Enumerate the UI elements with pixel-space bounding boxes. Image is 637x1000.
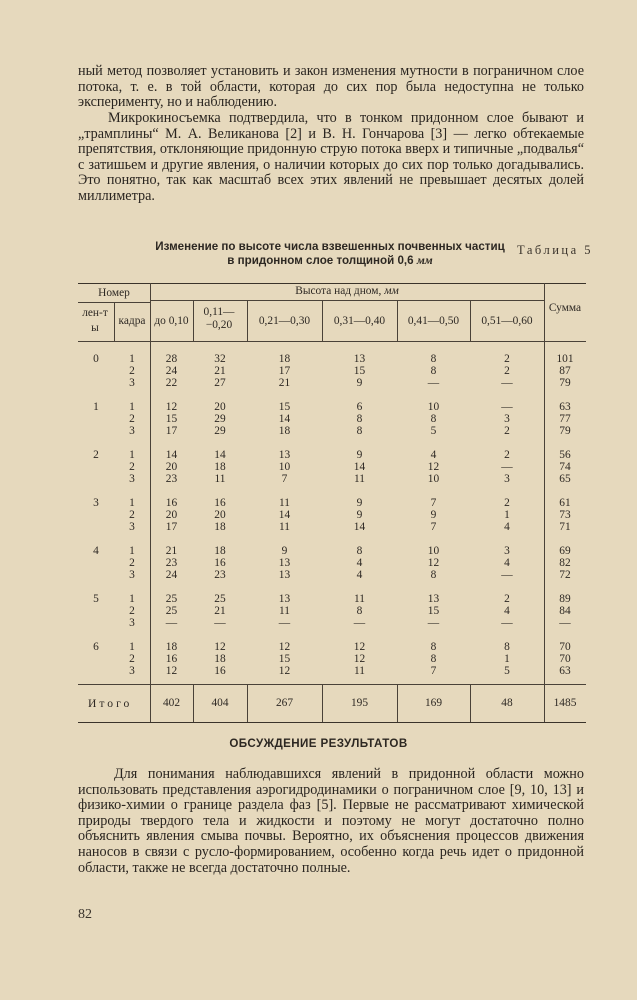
value-cell: 2 — [504, 593, 510, 605]
value-cell: — — [427, 377, 440, 390]
value-cell: 11 — [279, 521, 290, 534]
value-cell: 11 — [279, 605, 290, 618]
frame-number-cell: 2 — [129, 413, 135, 426]
value-cell: 12 — [165, 401, 178, 413]
tape-number-cell: 0 — [93, 353, 99, 365]
header-nomer: Номер — [98, 287, 130, 299]
header-range: 0,11—−0,20 — [203, 306, 235, 331]
value-cell: — — [501, 377, 513, 390]
value-cell: 24 — [165, 569, 178, 582]
total-cell: 402 — [162, 697, 181, 709]
frame-number-cell: 1 — [129, 641, 135, 653]
value-cell: 11 — [354, 593, 365, 605]
value-cell: 18 — [278, 353, 291, 365]
frame-number-cell: 3 — [129, 521, 135, 534]
value-cell: 20 — [214, 509, 226, 522]
value-cell: 14 — [353, 461, 366, 474]
frame-number-cell: 1 — [129, 593, 135, 605]
value-cell: 12 — [353, 641, 366, 653]
value-cell: 18 — [278, 425, 291, 438]
value-cell: 12 — [427, 557, 440, 570]
value-cell: 7 — [430, 521, 437, 534]
header-range: 0,51—0,60 — [481, 315, 533, 327]
table-bottom-rule — [78, 722, 586, 723]
sum-cell: 82 — [559, 557, 571, 570]
value-cell: 14 — [278, 413, 291, 426]
sum-cell: — — [559, 617, 571, 630]
sum-cell: 73 — [559, 509, 571, 522]
frame-number-cell: 2 — [129, 509, 135, 522]
value-cell: 14 — [165, 449, 178, 461]
sum-cell: 70 — [559, 653, 571, 666]
value-cell: 16 — [165, 497, 178, 509]
total-cell: 404 — [211, 697, 229, 709]
value-cell: 15 — [165, 413, 178, 426]
total-label: Итого — [88, 697, 133, 710]
tape-number-cell: 5 — [93, 593, 99, 605]
value-cell: 10 — [278, 461, 291, 474]
value-cell: 11 — [279, 497, 290, 509]
value-cell: 23 — [165, 473, 178, 486]
value-cell: 17 — [165, 521, 178, 534]
header-divider-height — [150, 300, 544, 301]
value-cell: — — [501, 461, 513, 474]
value-cell: 6 — [356, 401, 363, 413]
frame-number-cell: 3 — [129, 665, 135, 678]
value-cell: 8 — [430, 365, 437, 378]
sum-cell: 70 — [559, 641, 571, 653]
total-sum-cell: 1485 — [553, 697, 577, 709]
value-cell: 2 — [504, 449, 510, 461]
sum-cell: 63 — [559, 665, 571, 678]
value-cell: 12 — [353, 653, 366, 666]
value-cell: 29 — [214, 425, 226, 438]
frame-number-cell: 2 — [129, 605, 135, 618]
table-caption — [120, 240, 540, 268]
value-cell: 14 — [278, 509, 291, 522]
table-caption-line2-text: в придонном слое толщиной 0,6 — [227, 254, 417, 267]
value-cell: 20 — [165, 509, 178, 522]
section-heading: ОБСУЖДЕНИЕ РЕЗУЛЬТАТОВ — [229, 737, 408, 750]
value-cell: 18 — [214, 521, 226, 534]
sum-cell: 74 — [559, 461, 571, 474]
value-cell: 3 — [504, 545, 510, 557]
value-cell: 28 — [165, 353, 178, 365]
frame-number-cell: 1 — [129, 545, 135, 557]
frame-number-cell: 3 — [129, 377, 135, 390]
value-cell: 8 — [430, 569, 437, 582]
header-lenty: лен-ты — [82, 307, 108, 334]
sum-cell: 87 — [559, 365, 571, 378]
value-cell: 16 — [214, 557, 226, 570]
value-cell: 22 — [165, 377, 178, 390]
value-cell: 21 — [165, 545, 178, 557]
tape-number-cell: 2 — [93, 449, 99, 461]
value-cell: 18 — [214, 461, 226, 474]
value-cell: 8 — [430, 653, 437, 666]
tape-number-cell: 3 — [93, 497, 99, 509]
value-cell: 8 — [504, 641, 510, 653]
value-cell: 13 — [278, 569, 291, 582]
header-height-unit: мм — [384, 285, 399, 297]
value-cell: 12 — [427, 461, 440, 474]
value-cell: — — [165, 617, 178, 630]
page-number: 82 — [78, 907, 92, 922]
frame-number-cell: 1 — [129, 353, 135, 365]
sum-cell: 79 — [559, 425, 571, 438]
value-cell: 15 — [278, 653, 291, 666]
total-cell: 267 — [275, 697, 294, 709]
value-cell: 12 — [278, 641, 291, 653]
value-cell: 32 — [214, 353, 226, 365]
value-cell: 8 — [430, 641, 437, 653]
value-cell: 4 — [504, 557, 510, 570]
value-cell: 14 — [214, 449, 226, 461]
total-cell: 48 — [501, 697, 513, 709]
value-cell: 13 — [427, 593, 440, 605]
frame-number-cell: 3 — [129, 617, 135, 630]
value-cell: 2 — [504, 365, 510, 378]
value-cell: 10 — [427, 401, 440, 413]
value-cell: 27 — [214, 377, 226, 390]
value-cell: 16 — [214, 497, 226, 509]
value-cell: 3 — [504, 473, 510, 486]
sum-cell: 101 — [556, 353, 574, 365]
value-cell: — — [353, 617, 366, 630]
value-cell: 4 — [504, 605, 510, 618]
header-height-group-text: Высота над дном, — [295, 285, 385, 297]
value-cell: 18 — [214, 653, 226, 666]
table-number: Таблица 5 — [517, 243, 593, 257]
value-cell: 25 — [165, 605, 178, 618]
value-cell: — — [501, 569, 513, 582]
value-cell: 5 — [430, 425, 437, 438]
value-cell: — — [278, 617, 291, 630]
paragraph-microfilming: Микрокиносъемка подтвердила, что в тонком придонном слое бывают и „трамплины“ М. А. Великанова [2] и В. Н. Гончарова [3] — легко обтекаемые препятствия, отклоняющие придонную струю потока вверх и типичные „подвалья“ с затишьем и другие явления, о наличии которых до сих пор только догадывались. Это понятно, так как масштаб всех этих явлений не превышает десятых долей миллиметра. — [78, 110, 584, 204]
tape-number-cell: 6 — [93, 641, 99, 653]
value-cell: 20 — [214, 401, 226, 413]
value-cell: 25 — [214, 593, 226, 605]
value-cell: 9 — [356, 497, 363, 509]
value-cell: 18 — [165, 641, 178, 653]
sum-cell: 89 — [559, 593, 571, 605]
value-cell: 10 — [427, 545, 440, 557]
value-cell: 2 — [504, 353, 510, 365]
value-cell: 4 — [356, 557, 363, 570]
value-cell: 23 — [165, 557, 178, 570]
frame-number-cell: 3 — [129, 425, 135, 438]
tape-number-cell: 4 — [93, 545, 99, 557]
value-cell: 7 — [430, 497, 437, 509]
value-cell: 8 — [430, 413, 437, 426]
col-divider — [193, 300, 194, 341]
sum-cell: 69 — [559, 545, 571, 557]
value-cell: 11 — [354, 665, 365, 678]
value-cell: 4 — [504, 521, 510, 534]
frame-number-cell: 2 — [129, 461, 135, 474]
value-cell: 17 — [165, 425, 178, 438]
table-caption-line1: Изменение по высоте числа взвешенных почвенных частиц — [155, 240, 505, 253]
value-cell: 8 — [356, 545, 363, 557]
header-range: 0,21—0,30 — [258, 315, 311, 327]
value-cell: 21 — [214, 365, 226, 378]
value-cell: 9 — [356, 377, 363, 390]
frame-number-cell: 2 — [129, 365, 135, 378]
value-cell: 25 — [165, 593, 178, 605]
value-cell: 21 — [278, 377, 291, 390]
sum-cell: 61 — [559, 497, 571, 509]
value-cell: — — [501, 401, 513, 413]
value-cell: 12 — [214, 641, 226, 653]
frame-number-cell: 3 — [129, 569, 135, 582]
value-cell: — — [427, 617, 440, 630]
value-cell: 9 — [430, 509, 437, 522]
value-cell: 9 — [281, 545, 288, 557]
value-cell: 5 — [504, 665, 510, 678]
header-range: до 0,10 — [154, 315, 189, 327]
paragraph-intro: ный метод позволяет установить и закон изменения мутности в пограничном слое потока, т. е. в той области, которая до сих пор была недоступна не только эксперименту, но и наблюдению. — [78, 63, 584, 111]
total-cell: 169 — [424, 697, 443, 709]
frame-number-cell: 3 — [129, 473, 135, 486]
value-cell: 21 — [214, 605, 226, 618]
sum-cell: 56 — [559, 449, 571, 461]
value-cell: 1 — [504, 509, 510, 522]
value-cell: 17 — [278, 365, 291, 378]
value-cell: — — [501, 617, 513, 630]
value-cell: 7 — [430, 665, 437, 678]
value-cell: 12 — [278, 665, 291, 678]
value-cell: 8 — [430, 353, 437, 365]
value-cell: 10 — [427, 473, 440, 486]
table-caption-line2 — [120, 254, 540, 268]
value-cell: 15 — [353, 365, 366, 378]
value-cell: 13 — [278, 593, 291, 605]
value-cell: 7 — [281, 473, 288, 486]
sum-cell: 63 — [559, 401, 571, 413]
frame-number-cell: 1 — [129, 497, 135, 509]
value-cell: 4 — [430, 449, 437, 461]
value-cell: 24 — [165, 365, 178, 378]
value-cell: 13 — [278, 557, 291, 570]
value-cell: 8 — [356, 413, 363, 426]
sum-cell: 72 — [559, 569, 571, 582]
value-cell: 16 — [165, 653, 178, 666]
value-cell: 16 — [214, 665, 226, 678]
total-cell: 195 — [350, 697, 369, 709]
frame-number-cell: 1 — [129, 449, 135, 461]
value-cell: 13 — [353, 353, 366, 365]
sum-cell: 84 — [559, 605, 571, 618]
table-caption-unit: мм — [416, 254, 433, 267]
value-cell: 9 — [356, 449, 363, 461]
table-top-rule — [78, 283, 586, 284]
value-cell: 2 — [504, 497, 510, 509]
value-cell: 11 — [354, 473, 365, 486]
value-cell: 29 — [214, 413, 226, 426]
tape-number-cell: 1 — [93, 401, 99, 413]
value-cell: 9 — [356, 509, 363, 522]
value-cell: 12 — [165, 665, 178, 678]
value-cell: 15 — [427, 605, 440, 618]
header-kadra: кадра — [118, 315, 146, 327]
frame-number-cell: 2 — [129, 557, 135, 570]
frame-number-cell: 2 — [129, 653, 135, 666]
value-cell: 3 — [504, 413, 510, 426]
value-cell: 13 — [278, 449, 291, 461]
value-cell: 8 — [356, 425, 363, 438]
value-cell: 2 — [504, 425, 510, 438]
sum-cell: 77 — [559, 413, 571, 426]
sum-cell: 65 — [559, 473, 571, 486]
value-cell: — — [214, 617, 226, 630]
header-range: 0,41—0,50 — [407, 315, 460, 327]
value-cell: 4 — [356, 569, 363, 582]
value-cell: 11 — [214, 473, 226, 486]
sum-cell: 71 — [559, 521, 571, 534]
header-summa: Сумма — [548, 302, 582, 314]
value-cell: 20 — [165, 461, 178, 474]
value-cell: 18 — [214, 545, 226, 557]
frame-number-cell: 1 — [129, 401, 135, 413]
value-cell: 15 — [278, 401, 291, 413]
value-cell: 8 — [356, 605, 363, 618]
value-cell: 14 — [353, 521, 366, 534]
sum-cell: 79 — [559, 377, 571, 390]
header-height-group — [150, 285, 544, 298]
value-cell: 1 — [504, 653, 510, 666]
header-bottom-rule — [78, 341, 586, 342]
totals-top-rule — [78, 684, 586, 685]
value-cell: 23 — [214, 569, 226, 582]
header-range: 0,31—0,40 — [333, 315, 386, 327]
paragraph-discussion: Для понимания наблюдавшихся явлений в придонной области можно использовать представления аэрогидродинамики о пограничном слое [9, 10, 13] и физико-химии о границе раздела фаз [5]. Первые не рассматривают химической природы твердого тела и жидкости и поэтому не могут достаточно полно объяснить явления смыва почвы. Вероятно, их объяснения процессов движения наносов в связи с русло-формированием, особенно когда речь идет о придонной области, также не всегда достаточно полные. — [78, 766, 584, 876]
